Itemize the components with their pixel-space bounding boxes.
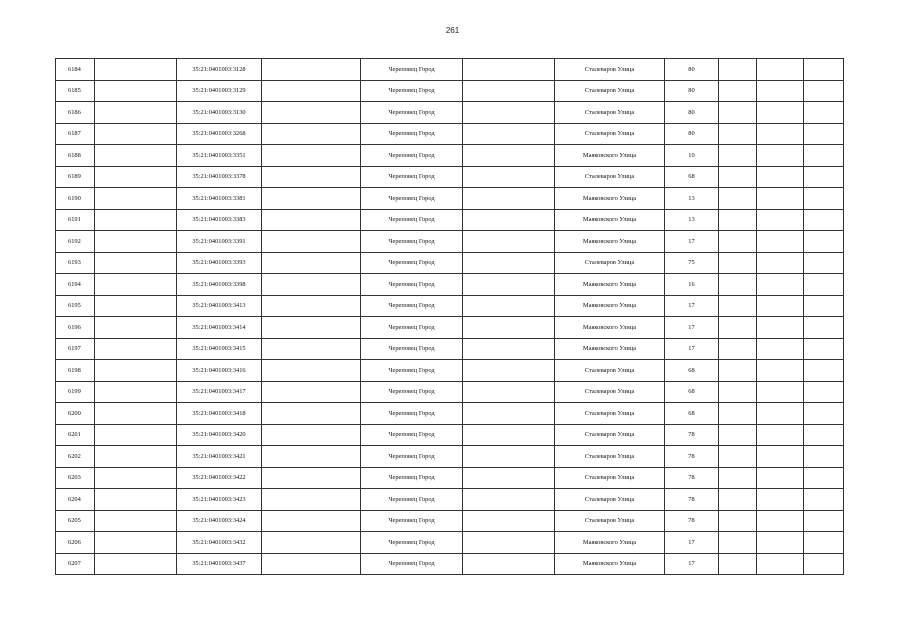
- table-row: [56, 59, 844, 81]
- register-body: [56, 59, 844, 575]
- house-number: 17: [665, 532, 719, 554]
- empty-cell: [262, 424, 361, 446]
- table-row: [56, 80, 844, 102]
- empty-cell: [463, 338, 555, 360]
- house-number: 13: [665, 188, 719, 210]
- empty-cell: [262, 123, 361, 145]
- register-table: [55, 58, 844, 575]
- empty-cell: [95, 467, 177, 489]
- empty-cell: [804, 166, 844, 188]
- empty-cell: [804, 338, 844, 360]
- empty-cell: [95, 123, 177, 145]
- street-name: Маяковского Улица: [555, 274, 665, 296]
- row-number: 6188: [56, 145, 95, 167]
- table-row: [56, 424, 844, 446]
- empty-cell: [262, 317, 361, 339]
- cadastral-number: 35:21:0401003:3129: [177, 80, 262, 102]
- cadastral-number: 35:21:0401003:3378: [177, 166, 262, 188]
- empty-cell: [463, 489, 555, 511]
- street-name: Маяковского Улица: [555, 553, 665, 575]
- city-name: Череповец Город: [361, 510, 463, 532]
- empty-cell: [262, 209, 361, 231]
- house-number: 17: [665, 231, 719, 253]
- house-number: 68: [665, 166, 719, 188]
- empty-cell: [719, 553, 757, 575]
- street-name: Сталеваров Улица: [555, 252, 665, 274]
- street-name: Сталеваров Улица: [555, 360, 665, 382]
- city-name: Череповец Город: [361, 123, 463, 145]
- empty-cell: [757, 360, 804, 382]
- empty-cell: [719, 166, 757, 188]
- empty-cell: [262, 553, 361, 575]
- house-number: 78: [665, 467, 719, 489]
- empty-cell: [463, 145, 555, 167]
- cadastral-number: 35:21:0401003:3128: [177, 59, 262, 81]
- house-number: 17: [665, 295, 719, 317]
- table-row: [56, 489, 844, 511]
- empty-cell: [719, 532, 757, 554]
- street-name: Маяковского Улица: [555, 532, 665, 554]
- row-number: 6195: [56, 295, 95, 317]
- table-row: [56, 166, 844, 188]
- empty-cell: [804, 252, 844, 274]
- table-row: [56, 252, 844, 274]
- empty-cell: [463, 446, 555, 468]
- empty-cell: [804, 145, 844, 167]
- row-number: 6196: [56, 317, 95, 339]
- empty-cell: [804, 123, 844, 145]
- city-name: Череповец Город: [361, 295, 463, 317]
- city-name: Череповец Город: [361, 317, 463, 339]
- street-name: Сталеваров Улица: [555, 166, 665, 188]
- city-name: Череповец Город: [361, 188, 463, 210]
- cadastral-number: 35:21:0401003:3268: [177, 123, 262, 145]
- empty-cell: [262, 252, 361, 274]
- empty-cell: [804, 295, 844, 317]
- city-name: Череповец Город: [361, 489, 463, 511]
- empty-cell: [95, 446, 177, 468]
- house-number: 80: [665, 59, 719, 81]
- empty-cell: [757, 274, 804, 296]
- empty-cell: [262, 188, 361, 210]
- row-number: 6184: [56, 59, 95, 81]
- city-name: Череповец Город: [361, 403, 463, 425]
- table-row: [56, 317, 844, 339]
- house-number: 17: [665, 338, 719, 360]
- empty-cell: [804, 274, 844, 296]
- empty-cell: [463, 360, 555, 382]
- cadastral-number: 35:21:0401003:3416: [177, 360, 262, 382]
- empty-cell: [719, 381, 757, 403]
- table-row: [56, 446, 844, 468]
- empty-cell: [262, 360, 361, 382]
- empty-cell: [757, 446, 804, 468]
- empty-cell: [463, 317, 555, 339]
- empty-cell: [95, 295, 177, 317]
- cadastral-number: 35:21:0401003:3422: [177, 467, 262, 489]
- empty-cell: [719, 295, 757, 317]
- empty-cell: [262, 381, 361, 403]
- city-name: Череповец Город: [361, 209, 463, 231]
- row-number: 6203: [56, 467, 95, 489]
- empty-cell: [757, 424, 804, 446]
- empty-cell: [757, 145, 804, 167]
- empty-cell: [95, 59, 177, 81]
- empty-cell: [262, 446, 361, 468]
- row-number: 6193: [56, 252, 95, 274]
- cadastral-number: 35:21:0401003:3415: [177, 338, 262, 360]
- empty-cell: [804, 532, 844, 554]
- table-row: [56, 295, 844, 317]
- street-name: Маяковского Улица: [555, 295, 665, 317]
- street-name: Маяковского Улица: [555, 145, 665, 167]
- empty-cell: [757, 166, 804, 188]
- cadastral-number: 35:21:0401003:3424: [177, 510, 262, 532]
- empty-cell: [719, 274, 757, 296]
- empty-cell: [804, 360, 844, 382]
- empty-cell: [95, 338, 177, 360]
- cadastral-number: 35:21:0401003:3420: [177, 424, 262, 446]
- empty-cell: [719, 360, 757, 382]
- empty-cell: [804, 510, 844, 532]
- empty-cell: [719, 145, 757, 167]
- empty-cell: [95, 209, 177, 231]
- table-row: [56, 360, 844, 382]
- street-name: Сталеваров Улица: [555, 102, 665, 124]
- empty-cell: [804, 467, 844, 489]
- house-number: 17: [665, 317, 719, 339]
- row-number: 6205: [56, 510, 95, 532]
- empty-cell: [463, 424, 555, 446]
- empty-cell: [95, 360, 177, 382]
- street-name: Сталеваров Улица: [555, 59, 665, 81]
- empty-cell: [463, 295, 555, 317]
- street-name: Маяковского Улица: [555, 317, 665, 339]
- cadastral-number: 35:21:0401003:3130: [177, 102, 262, 124]
- empty-cell: [719, 123, 757, 145]
- empty-cell: [262, 510, 361, 532]
- street-name: Сталеваров Улица: [555, 467, 665, 489]
- empty-cell: [95, 231, 177, 253]
- house-number: 68: [665, 381, 719, 403]
- table-row: [56, 145, 844, 167]
- empty-cell: [719, 467, 757, 489]
- row-number: 6185: [56, 80, 95, 102]
- house-number: 78: [665, 446, 719, 468]
- table-row: [56, 553, 844, 575]
- empty-cell: [719, 317, 757, 339]
- empty-cell: [719, 80, 757, 102]
- table-row: [56, 231, 844, 253]
- empty-cell: [463, 403, 555, 425]
- empty-cell: [262, 295, 361, 317]
- table-row: [56, 338, 844, 360]
- empty-cell: [804, 317, 844, 339]
- empty-cell: [463, 381, 555, 403]
- empty-cell: [719, 489, 757, 511]
- empty-cell: [95, 381, 177, 403]
- empty-cell: [804, 381, 844, 403]
- house-number: 13: [665, 209, 719, 231]
- empty-cell: [262, 166, 361, 188]
- empty-cell: [757, 123, 804, 145]
- cadastral-number: 35:21:0401003:3351: [177, 145, 262, 167]
- table-row: [56, 467, 844, 489]
- city-name: Череповец Город: [361, 252, 463, 274]
- house-number: 16: [665, 274, 719, 296]
- house-number: 78: [665, 424, 719, 446]
- cadastral-number: 35:21:0401003:3423: [177, 489, 262, 511]
- street-name: Сталеваров Улица: [555, 381, 665, 403]
- empty-cell: [757, 252, 804, 274]
- row-number: 6192: [56, 231, 95, 253]
- empty-cell: [463, 274, 555, 296]
- row-number: 6206: [56, 532, 95, 554]
- empty-cell: [463, 532, 555, 554]
- empty-cell: [463, 166, 555, 188]
- empty-cell: [463, 59, 555, 81]
- empty-cell: [719, 403, 757, 425]
- city-name: Череповец Город: [361, 360, 463, 382]
- empty-cell: [804, 102, 844, 124]
- empty-cell: [95, 102, 177, 124]
- empty-cell: [95, 80, 177, 102]
- empty-cell: [804, 209, 844, 231]
- city-name: Череповец Город: [361, 274, 463, 296]
- empty-cell: [463, 467, 555, 489]
- empty-cell: [95, 274, 177, 296]
- empty-cell: [719, 188, 757, 210]
- empty-cell: [757, 510, 804, 532]
- house-number: 80: [665, 123, 719, 145]
- empty-cell: [757, 532, 804, 554]
- row-number: 6200: [56, 403, 95, 425]
- empty-cell: [719, 231, 757, 253]
- empty-cell: [804, 59, 844, 81]
- empty-cell: [757, 338, 804, 360]
- empty-cell: [719, 59, 757, 81]
- city-name: Череповец Город: [361, 467, 463, 489]
- empty-cell: [719, 424, 757, 446]
- empty-cell: [262, 145, 361, 167]
- empty-cell: [262, 403, 361, 425]
- street-name: Сталеваров Улица: [555, 424, 665, 446]
- table-row: [56, 188, 844, 210]
- empty-cell: [804, 424, 844, 446]
- cadastral-number: 35:21:0401003:3414: [177, 317, 262, 339]
- street-name: Сталеваров Улица: [555, 403, 665, 425]
- empty-cell: [804, 553, 844, 575]
- row-number: 6199: [56, 381, 95, 403]
- house-number: 68: [665, 403, 719, 425]
- empty-cell: [757, 209, 804, 231]
- empty-cell: [262, 274, 361, 296]
- empty-cell: [463, 252, 555, 274]
- table-row: [56, 102, 844, 124]
- city-name: Череповец Город: [361, 446, 463, 468]
- empty-cell: [262, 489, 361, 511]
- empty-cell: [95, 553, 177, 575]
- empty-cell: [757, 317, 804, 339]
- city-name: Череповец Город: [361, 424, 463, 446]
- city-name: Череповец Город: [361, 532, 463, 554]
- city-name: Череповец Город: [361, 145, 463, 167]
- table-row: [56, 381, 844, 403]
- empty-cell: [463, 102, 555, 124]
- empty-cell: [463, 123, 555, 145]
- street-name: Маяковского Улица: [555, 231, 665, 253]
- empty-cell: [719, 446, 757, 468]
- street-name: Маяковского Улица: [555, 338, 665, 360]
- empty-cell: [95, 489, 177, 511]
- table-row: [56, 209, 844, 231]
- empty-cell: [757, 231, 804, 253]
- empty-cell: [757, 102, 804, 124]
- cadastral-number: 35:21:0401003:3413: [177, 295, 262, 317]
- cadastral-number: 35:21:0401003:3383: [177, 209, 262, 231]
- row-number: 6190: [56, 188, 95, 210]
- cadastral-number: 35:21:0401003:3391: [177, 231, 262, 253]
- empty-cell: [95, 510, 177, 532]
- empty-cell: [95, 166, 177, 188]
- house-number: 80: [665, 102, 719, 124]
- empty-cell: [757, 188, 804, 210]
- empty-cell: [463, 80, 555, 102]
- street-name: Сталеваров Улица: [555, 446, 665, 468]
- empty-cell: [804, 403, 844, 425]
- street-name: Сталеваров Улица: [555, 489, 665, 511]
- empty-cell: [757, 489, 804, 511]
- row-number: 6194: [56, 274, 95, 296]
- empty-cell: [262, 532, 361, 554]
- row-number: 6202: [56, 446, 95, 468]
- house-number: 68: [665, 360, 719, 382]
- cadastral-number: 35:21:0401003:3421: [177, 446, 262, 468]
- empty-cell: [757, 80, 804, 102]
- city-name: Череповец Город: [361, 381, 463, 403]
- row-number: 6201: [56, 424, 95, 446]
- city-name: Череповец Город: [361, 102, 463, 124]
- empty-cell: [463, 231, 555, 253]
- street-name: Сталеваров Улица: [555, 510, 665, 532]
- house-number: 80: [665, 80, 719, 102]
- street-name: Сталеваров Улица: [555, 123, 665, 145]
- house-number: 78: [665, 489, 719, 511]
- row-number: 6191: [56, 209, 95, 231]
- empty-cell: [719, 338, 757, 360]
- table-row: [56, 403, 844, 425]
- city-name: Череповец Город: [361, 166, 463, 188]
- city-name: Череповец Город: [361, 553, 463, 575]
- empty-cell: [719, 102, 757, 124]
- empty-cell: [95, 188, 177, 210]
- street-name: Сталеваров Улица: [555, 80, 665, 102]
- house-number: 10: [665, 145, 719, 167]
- empty-cell: [95, 145, 177, 167]
- empty-cell: [757, 467, 804, 489]
- empty-cell: [757, 553, 804, 575]
- cadastral-number: 35:21:0401003:3393: [177, 252, 262, 274]
- row-number: 6204: [56, 489, 95, 511]
- row-number: 6187: [56, 123, 95, 145]
- table-row: [56, 510, 844, 532]
- empty-cell: [719, 209, 757, 231]
- row-number: 6197: [56, 338, 95, 360]
- empty-cell: [757, 59, 804, 81]
- row-number: 6189: [56, 166, 95, 188]
- empty-cell: [719, 252, 757, 274]
- empty-cell: [804, 188, 844, 210]
- empty-cell: [95, 424, 177, 446]
- cadastral-number: 35:21:0401003:3418: [177, 403, 262, 425]
- cadastral-number: 35:21:0401003:3381: [177, 188, 262, 210]
- empty-cell: [804, 231, 844, 253]
- table-row: [56, 274, 844, 296]
- page-number: 261: [445, 26, 460, 35]
- empty-cell: [804, 489, 844, 511]
- empty-cell: [804, 446, 844, 468]
- empty-cell: [95, 317, 177, 339]
- city-name: Череповец Город: [361, 338, 463, 360]
- city-name: Череповец Город: [361, 231, 463, 253]
- empty-cell: [95, 532, 177, 554]
- empty-cell: [804, 80, 844, 102]
- empty-cell: [757, 403, 804, 425]
- empty-cell: [262, 467, 361, 489]
- cadastral-number: 35:21:0401003:3437: [177, 553, 262, 575]
- city-name: Череповец Город: [361, 80, 463, 102]
- empty-cell: [757, 295, 804, 317]
- house-number: 17: [665, 553, 719, 575]
- empty-cell: [463, 209, 555, 231]
- cadastral-number: 35:21:0401003:3417: [177, 381, 262, 403]
- house-number: 78: [665, 510, 719, 532]
- empty-cell: [95, 252, 177, 274]
- house-number: 75: [665, 252, 719, 274]
- row-number: 6207: [56, 553, 95, 575]
- cadastral-number: 35:21:0401003:3432: [177, 532, 262, 554]
- empty-cell: [262, 80, 361, 102]
- empty-cell: [262, 102, 361, 124]
- empty-cell: [262, 338, 361, 360]
- empty-cell: [463, 510, 555, 532]
- table-row: [56, 532, 844, 554]
- cadastral-number: 35:21:0401003:3398: [177, 274, 262, 296]
- street-name: Маяковского Улица: [555, 209, 665, 231]
- empty-cell: [719, 510, 757, 532]
- empty-cell: [463, 553, 555, 575]
- street-name: Маяковского Улица: [555, 188, 665, 210]
- empty-cell: [262, 59, 361, 81]
- row-number: 6186: [56, 102, 95, 124]
- empty-cell: [757, 381, 804, 403]
- table-row: [56, 123, 844, 145]
- empty-cell: [95, 403, 177, 425]
- city-name: Череповец Город: [361, 59, 463, 81]
- row-number: 6198: [56, 360, 95, 382]
- empty-cell: [262, 231, 361, 253]
- empty-cell: [463, 188, 555, 210]
